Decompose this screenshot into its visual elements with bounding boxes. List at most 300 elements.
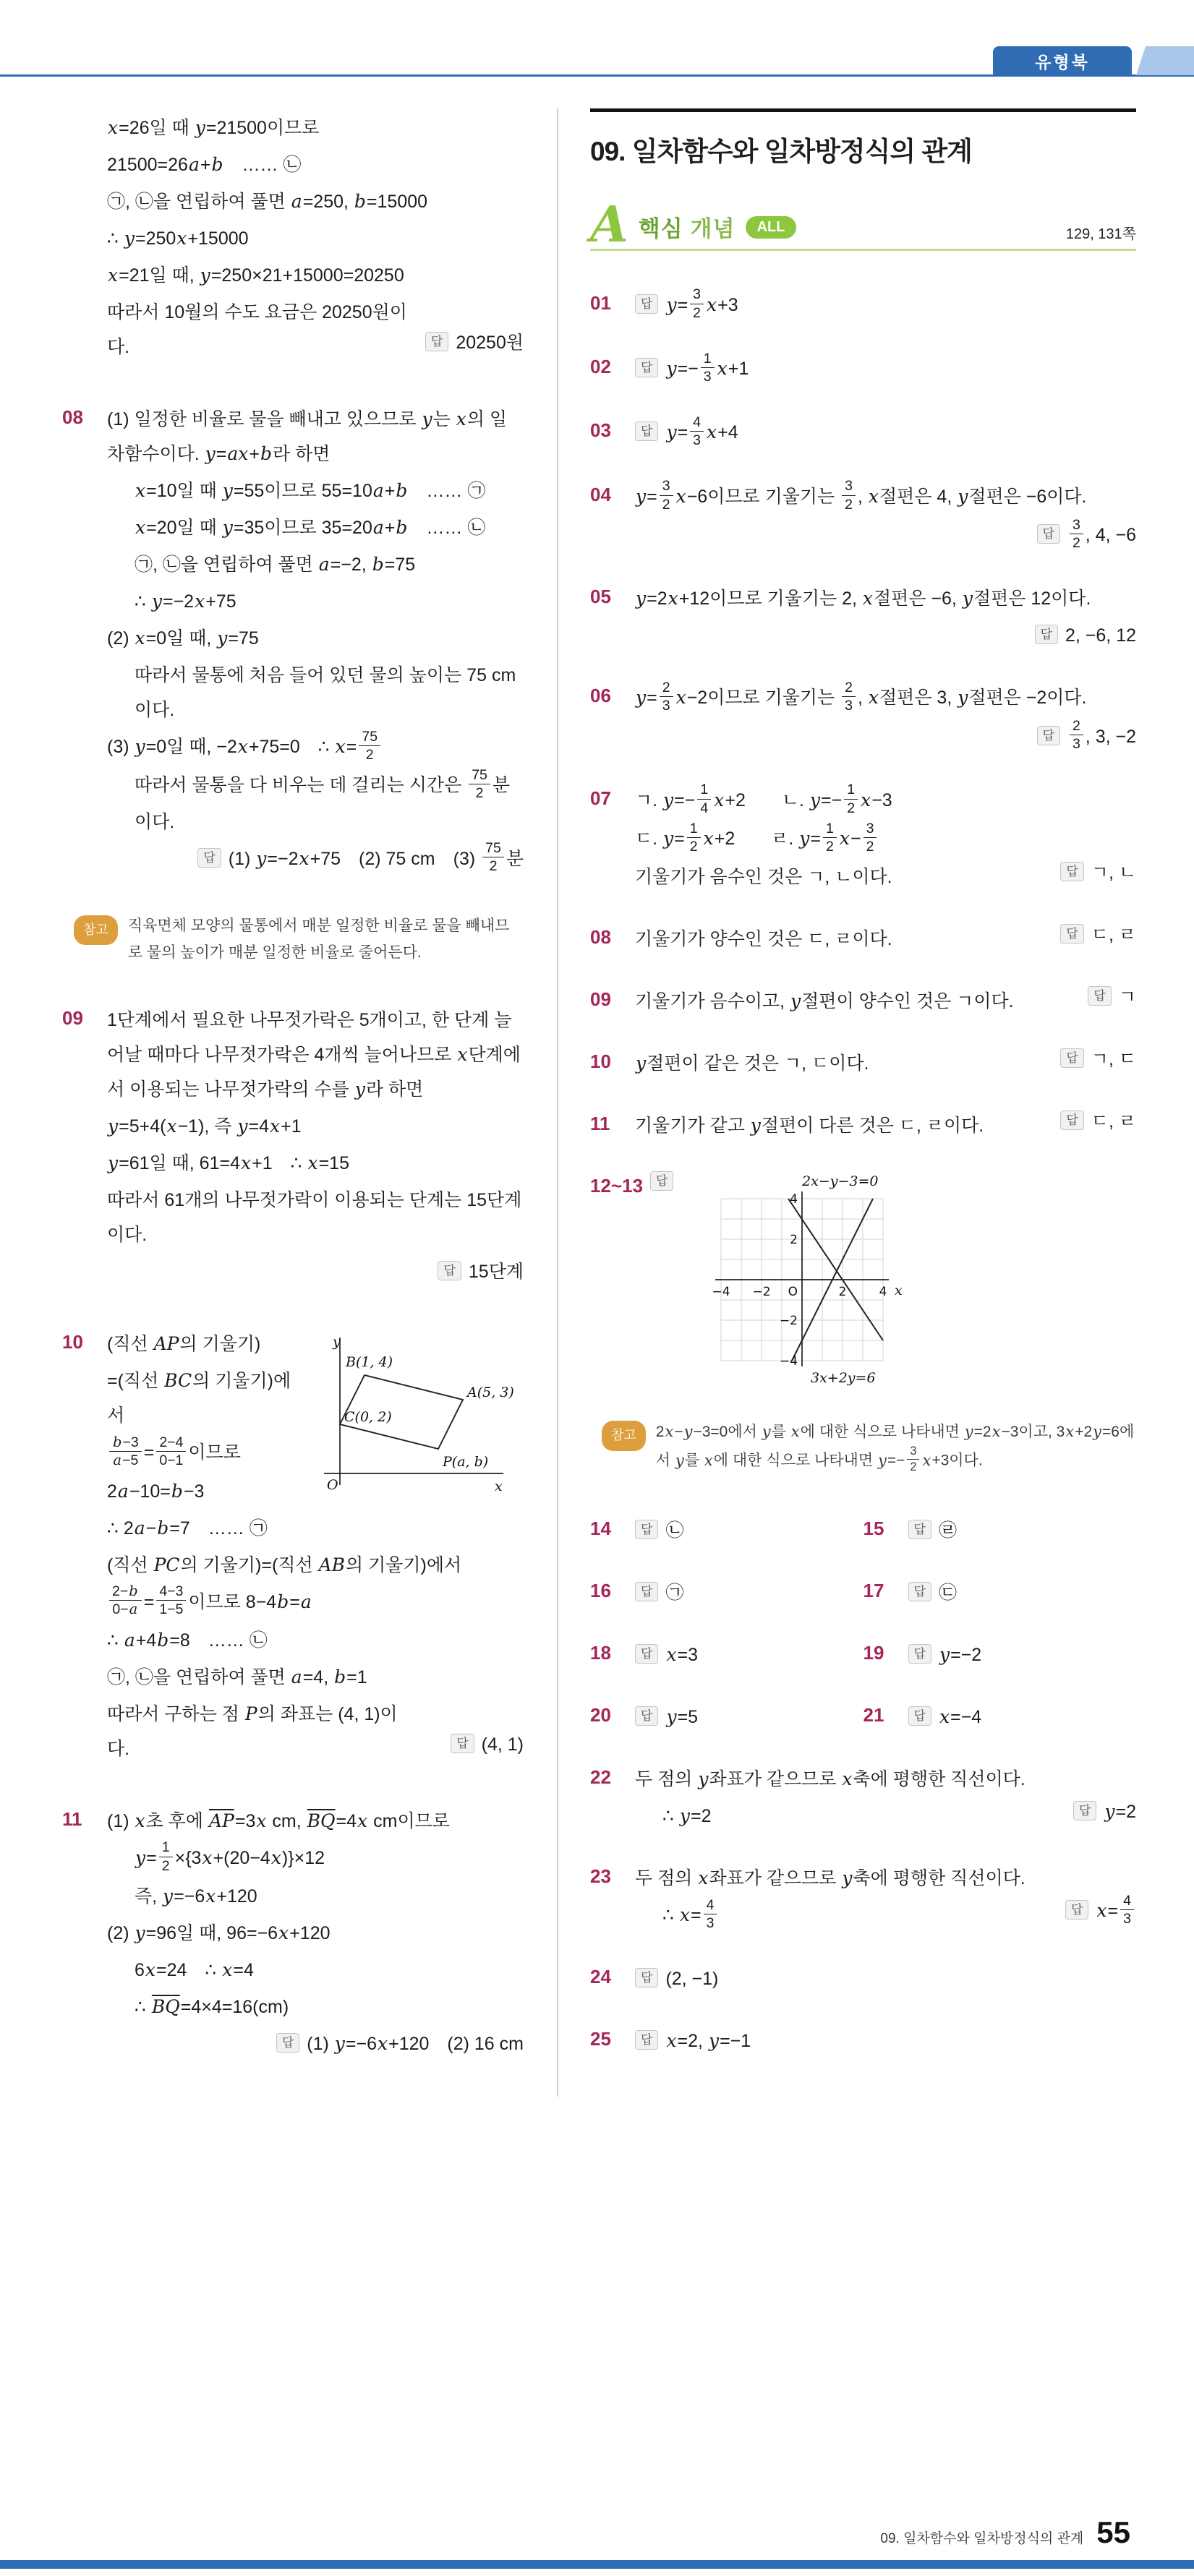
text-line	[635, 415, 1136, 451]
math-variable: x	[698, 1867, 709, 1889]
note-badge: 참고	[602, 1421, 646, 1451]
text-line	[635, 1799, 1136, 1833]
answer-body	[635, 286, 1136, 326]
answer-body	[908, 1511, 1137, 1550]
note-block	[602, 1418, 1136, 1476]
problem-number: 08	[590, 926, 611, 949]
fraction	[159, 1839, 173, 1875]
answer-text: x= $\frac{4}{3}$	[1096, 1901, 1136, 1921]
line-text: y= $\frac{3}{2}$ x−6이므로 기울기는 $\frac{3}{2}$ , x절편은 4, y절편은 −6이다.	[636, 478, 1087, 513]
edition-tab-label: 유형북	[1035, 52, 1090, 72]
math-variable: y	[799, 828, 810, 850]
fraction-numerator: 1	[823, 820, 837, 838]
text-line	[107, 184, 524, 219]
math-variable: y	[762, 1423, 771, 1441]
problem-number: 12~13	[590, 1175, 644, 1197]
problem-number: 14	[590, 1518, 611, 1540]
answer-item	[590, 678, 1136, 758]
math-variable: y	[636, 588, 647, 609]
math-variable: x	[861, 789, 871, 810]
problem-number: 24	[590, 1966, 611, 1988]
math-variable: AP	[153, 1333, 179, 1355]
solution-body	[107, 1802, 524, 2063]
line-text: y=−2	[939, 1644, 982, 1666]
text-line	[107, 1435, 524, 1471]
graph-x-axis-label: x	[495, 1479, 503, 1495]
math-variable: b	[211, 154, 223, 175]
fraction	[482, 839, 504, 876]
problem-number: 18	[590, 1642, 611, 1664]
text-line	[107, 842, 524, 878]
xtick-4: 4	[879, 1285, 887, 1300]
answer-item	[590, 1168, 1136, 1395]
line-text: (직선 AP의 기울기)	[107, 1333, 261, 1355]
fraction-numerator: 75	[482, 839, 504, 857]
math-variable: a	[134, 1517, 145, 1539]
concept-label-strong: 핵심	[638, 215, 683, 241]
text-line	[107, 768, 524, 839]
fraction-numerator: 1	[159, 1839, 173, 1857]
math-variable: y	[163, 1886, 174, 1907]
math-variable: y	[636, 1053, 647, 1074]
answer-body	[635, 1511, 863, 1550]
answer	[1035, 625, 1136, 646]
math-variable: x	[675, 687, 686, 709]
answer-text: ㄱ	[1118, 987, 1136, 1008]
text-line	[908, 1575, 1137, 1610]
math-variable: x	[256, 1810, 267, 1831]
solution-block	[62, 1802, 524, 2063]
line-text: ㉠, ㉡을 연립하여 풀면 a=250, b=15000	[107, 191, 428, 212]
fraction-denominator: 2	[693, 304, 702, 321]
fraction-denominator: 2	[845, 496, 853, 513]
line-text: ∴ x= $\frac{4}{3}$	[662, 1905, 719, 1925]
answer	[1065, 1894, 1136, 1930]
problem-number: 07	[590, 787, 611, 809]
math-variable: x	[992, 1423, 1001, 1441]
answer-badge: 답	[635, 358, 658, 377]
text-line	[635, 1513, 863, 1548]
answer-item	[590, 477, 1136, 557]
graph-origin-label: O	[327, 1477, 338, 1494]
line-text: x=2, y=−1	[666, 2030, 751, 2052]
math-variable: x	[668, 588, 678, 609]
answer-badge: 답	[635, 1706, 658, 1726]
math-variable: y	[958, 485, 968, 507]
answer-badge: 답	[1060, 862, 1083, 881]
math-variable: a	[188, 154, 200, 175]
line-text: 2a−10=b−3	[107, 1480, 205, 1502]
math-variable: y	[636, 485, 647, 507]
fraction-denominator: 2	[475, 785, 484, 802]
math-variable: x	[205, 1886, 216, 1907]
edition-tab	[993, 46, 1132, 75]
math-variable: AB	[318, 1554, 346, 1575]
fraction-denominator: 2	[489, 858, 498, 875]
answer-body	[908, 1635, 1137, 1674]
line-text: (2) y=96일 때, 96=−6x+120	[107, 1922, 331, 1944]
xtick-neg4: −4	[712, 1285, 730, 1300]
text-line	[635, 351, 1136, 388]
answer-text: ㄱ, ㄷ	[1091, 1049, 1136, 1070]
answer-item	[590, 1106, 1136, 1145]
solution-body	[107, 1001, 524, 1291]
fraction-numerator: 2−4	[156, 1434, 186, 1452]
answer-text: ㄷ, ㄹ	[1091, 1111, 1136, 1132]
bottom-bar	[0, 2560, 1194, 2569]
line-text: ㉡	[665, 1520, 684, 1541]
line-text: 기울기가 음수인 것은 ㄱ, ㄴ이다.	[635, 867, 892, 888]
math-variable: b	[129, 1583, 138, 1600]
math-variable: PC	[153, 1554, 180, 1575]
math-variable: y	[964, 1423, 973, 1441]
fraction-numerator: b−3	[109, 1434, 142, 1452]
point-c-label: C(0, 2)	[344, 1409, 392, 1426]
answer-badge: 답	[1060, 924, 1083, 943]
answer-item	[590, 2021, 1136, 2061]
problem-number: 15	[863, 1518, 884, 1540]
math-variable: y	[679, 1805, 690, 1827]
answer	[1073, 1794, 1136, 1829]
line-text: $\frac{b-3}{a-5}$ = $\frac{2-4}{0-1}$ 이므로	[107, 1442, 241, 1463]
math-variable: x	[922, 1451, 931, 1469]
line-text: y= $\frac{1}{2}$ ×{3x+(20−4x)}×12	[135, 1839, 325, 1874]
text-line	[635, 719, 1136, 756]
answer-item	[590, 920, 1136, 959]
fraction	[704, 1896, 717, 1933]
text-line	[635, 1575, 863, 1610]
line-text: 따라서 10월의 수도 요금은 20250원이다.	[107, 302, 407, 357]
text-line	[107, 1623, 524, 1658]
text-line	[107, 1841, 524, 1877]
answer-badge: 답	[1065, 1900, 1088, 1920]
math-variable: x	[195, 591, 205, 612]
text-line	[635, 1762, 1136, 1797]
text-line	[107, 2027, 524, 2061]
math-variable: x	[868, 485, 879, 507]
line-text: ㉠	[665, 1583, 684, 1604]
xtick-2: 2	[839, 1285, 847, 1300]
math-variable: x	[707, 422, 717, 443]
fraction	[690, 414, 704, 450]
answer-body	[635, 1698, 863, 1737]
text-line	[107, 1254, 524, 1289]
fraction	[701, 350, 715, 386]
answer-badge: 답	[908, 1582, 931, 1601]
line-text: x=3	[666, 1644, 699, 1666]
fraction-denominator: 3	[693, 432, 702, 449]
math-variable: x	[237, 736, 248, 757]
fraction-numerator: 2	[1070, 717, 1083, 735]
math-variable: y	[222, 480, 233, 501]
math-variable: x	[270, 1116, 281, 1137]
ytick-2: 2	[790, 1233, 798, 1248]
fraction-denominator: 4	[700, 800, 709, 816]
math-variable: x	[108, 117, 119, 138]
math-variable: x	[240, 1152, 252, 1174]
math-variable: x	[377, 2033, 388, 2055]
line-text: 따라서 물통에 처음 들어 있던 물의 높이는 75 cm이다.	[135, 665, 516, 720]
text-line	[107, 1660, 524, 1695]
math-variable: y	[422, 408, 432, 429]
problem-number: 19	[863, 1642, 884, 1664]
fraction-numerator: 2−b	[109, 1583, 142, 1601]
fraction	[842, 477, 856, 513]
line-text: 따라서 물통을 다 비우는 데 걸리는 시간은 $\frac{75}{2}$ 분이다.	[135, 766, 511, 832]
math-variable: x	[457, 1044, 468, 1066]
problem-number: 16	[590, 1580, 611, 1602]
text-line	[107, 1146, 524, 1181]
answer-body	[635, 982, 1136, 1021]
line-text: ㉣	[938, 1520, 957, 1541]
answer-body	[635, 1859, 1136, 1936]
fraction-denominator: 2	[365, 746, 374, 763]
math-variable: y	[666, 294, 677, 315]
line-text: y=− $\frac{1}{3}$ x+1	[666, 350, 749, 385]
text-line	[635, 860, 1136, 894]
math-variable: a	[129, 1601, 138, 1618]
problem-number: 08	[62, 406, 83, 428]
answer	[438, 1262, 524, 1282]
line-text: ∴ 2a−b=7 …… ㉠	[107, 1517, 268, 1539]
problem-number	[62, 108, 100, 367]
answer-item	[590, 1635, 863, 1674]
fraction-numerator: 3	[660, 477, 673, 495]
line-text: =(직선 BC의 기울기)에서	[107, 1370, 291, 1426]
text-line	[908, 1513, 1137, 1548]
text-line	[635, 821, 1136, 857]
right-column	[558, 108, 1194, 2097]
math-variable: b	[171, 1480, 183, 1502]
math-variable: $\overline{BQ}$	[151, 1996, 180, 2018]
fraction	[1120, 1892, 1134, 1928]
math-variable: x	[703, 828, 714, 850]
answer-badge: 답	[908, 1706, 931, 1726]
line-text: 따라서 61개의 나무젓가락이 이용되는 단계는 15단계이다.	[107, 1190, 522, 1246]
solution-block	[62, 400, 524, 880]
answer-pair-row	[590, 1698, 1136, 1737]
answer-badge: 답	[908, 1644, 931, 1664]
line-text: y절편이 같은 것은 ㄱ, ㄷ이다.	[636, 1053, 869, 1074]
text-line	[107, 474, 524, 508]
equation-top-label: 2x−y−3=0	[802, 1173, 879, 1190]
answer-badge: 답	[635, 1644, 658, 1664]
answer-item	[863, 1511, 1137, 1550]
math-variable: a	[113, 1452, 122, 1469]
math-variable: b	[277, 1591, 289, 1612]
line-text: ∴ y=250x+15000	[107, 228, 249, 249]
math-variable: x	[357, 1810, 368, 1831]
text-line	[635, 680, 1136, 716]
line-text: (1) 일정한 비율로 물을 빼내고 있으므로 y는 x의 일차함수이다. y=ax+b라 하면	[107, 408, 508, 464]
note-text: 2x−y−3=0에서 y를 x에 대한 식으로 나타내면 y=2x−3이고, 3x+2y=6에서 y를 x에 대한 식으로 나타내면 y=− $\frac{3}{2}$ x+3이다.	[655, 1423, 1135, 1473]
math-variable: b	[157, 1629, 169, 1651]
text-line	[107, 1511, 524, 1546]
fraction-denominator: 2	[910, 1460, 917, 1473]
line-text: y= $\frac{2}{3}$ x−2이므로 기울기는 $\frac{2}{3}$ , x절편은 3, y절편은 −2이다.	[636, 679, 1087, 714]
math-variable: x	[839, 828, 850, 850]
problem-number: 11	[62, 1807, 82, 1830]
math-variable: x	[679, 1904, 690, 1926]
fraction-numerator: 75	[359, 728, 380, 746]
fraction-numerator: 2	[842, 679, 856, 697]
fraction-numerator: 75	[469, 766, 490, 784]
math-variable: P	[244, 1703, 257, 1724]
math-variable: y	[698, 1768, 709, 1790]
math-variable: y	[1104, 1801, 1115, 1823]
answer-badge: 답	[197, 848, 221, 868]
text-line	[635, 1861, 1136, 1896]
math-variable: a	[124, 1629, 135, 1651]
fraction-numerator: 3	[690, 286, 704, 304]
concept-page-ref: 129, 131쪽	[1065, 226, 1136, 242]
text-line	[107, 510, 524, 545]
math-variable: y	[354, 1079, 365, 1100]
text-line	[635, 618, 1136, 653]
text-line	[107, 1364, 524, 1433]
answer-list	[590, 286, 1136, 2061]
math-variable: x	[717, 358, 728, 380]
text-line	[107, 1548, 524, 1583]
text-line	[635, 1700, 863, 1734]
answer-badge: 답	[1088, 986, 1111, 1006]
math-variable: x	[456, 408, 466, 429]
math-variable: y	[663, 789, 674, 810]
text-line	[107, 547, 524, 582]
concept-logo: A	[590, 196, 628, 254]
answer-text: y=2	[1104, 1801, 1136, 1823]
math-variable: x	[135, 628, 145, 649]
answer	[197, 840, 524, 875]
answer-badge: 답	[635, 294, 658, 314]
math-variable: b	[113, 1433, 122, 1450]
line-text: 즉, y=−6x+120	[135, 1886, 257, 1907]
math-variable: x	[176, 228, 187, 249]
line-text: 기울기가 음수이고, y절편이 양수인 것은 ㄱ이다.	[635, 990, 1014, 1012]
fraction-numerator: 3	[863, 820, 877, 838]
math-variable: y	[237, 1116, 248, 1137]
problem-number: 23	[590, 1865, 611, 1888]
math-variable: $\overline{BQ}$	[307, 1810, 336, 1831]
fraction-denominator: 2	[161, 1857, 170, 1874]
origin-label: O	[788, 1285, 798, 1300]
line-text: ㄱ. y=− $\frac{1}{4}$ x+2 ㄴ. y=− $\frac{1}{2}$ x−3	[635, 782, 892, 816]
text-line	[635, 2024, 1136, 2058]
answer-item	[590, 1760, 1136, 1836]
line-text: ∴ y=2	[662, 1805, 712, 1827]
fraction-denominator: 2	[866, 838, 874, 855]
answer-item	[590, 781, 1136, 897]
math-variable: x	[108, 265, 119, 286]
answer12-13-graph	[694, 1171, 915, 1388]
math-variable: y	[151, 591, 162, 612]
left-column	[0, 108, 558, 2097]
text-line	[107, 1585, 524, 1621]
math-variable: b	[372, 554, 384, 575]
fraction	[109, 1434, 142, 1470]
math-variable: x	[145, 1959, 156, 1981]
line-text: x=−4	[939, 1706, 982, 1728]
concept-label-light: 개념	[690, 215, 735, 241]
fraction	[697, 781, 711, 817]
overline-segment	[307, 1811, 336, 1831]
graph-x-axis-label: x	[895, 1283, 903, 1299]
math-variable: y	[124, 228, 135, 249]
text-line	[908, 1700, 1137, 1734]
text-line	[107, 658, 524, 727]
line-text: 6x=24 ∴ x=4	[135, 1959, 254, 1981]
math-variable: y	[256, 847, 267, 869]
fraction-numerator: 4	[704, 1896, 717, 1914]
math-variable: y	[666, 358, 677, 380]
problem-number: 09	[62, 1007, 83, 1030]
fraction-numerator: 4	[690, 414, 704, 432]
note-block	[74, 913, 524, 967]
answer-item	[590, 579, 1136, 655]
solution-block	[62, 1325, 524, 1768]
footer	[880, 2515, 1130, 2550]
math-variable: y	[750, 1115, 761, 1137]
answer	[451, 1727, 524, 1762]
math-variable: x	[166, 1116, 177, 1137]
math-variable: y	[334, 2033, 345, 2055]
text-line	[107, 295, 524, 364]
solution-body	[107, 108, 524, 367]
fraction-numerator: 3	[1070, 516, 1083, 534]
math-variable: y	[135, 1922, 145, 1944]
answer-body	[635, 1635, 863, 1674]
fraction-numerator: 1	[701, 350, 715, 368]
answer-badge: 답	[1035, 625, 1058, 644]
ytick-4: 4	[790, 1192, 798, 1207]
answer-badge: 답	[650, 1171, 673, 1191]
fraction-denominator: 0−1	[159, 1452, 184, 1469]
text-line	[635, 479, 1136, 515]
line-text: x=20일 때 y=35이므로 35=20a+b …… ㉡	[135, 517, 486, 538]
fraction-denominator: 3	[703, 369, 712, 385]
math-variable: y	[962, 588, 973, 609]
answer-badge: 답	[451, 1734, 474, 1753]
overline-segment	[151, 1997, 181, 2017]
problem-number: 20	[590, 1704, 611, 1726]
math-variable: y	[135, 736, 145, 757]
answer-badge: 답	[1037, 524, 1060, 544]
math-variable: x	[278, 1922, 289, 1944]
answer-item	[590, 1044, 1136, 1083]
answer-body	[635, 2021, 1136, 2061]
solution-body	[107, 1325, 524, 1768]
text-line	[635, 922, 1136, 957]
answer-pair-row	[590, 1635, 1136, 1674]
answer-body	[635, 1573, 863, 1612]
math-variable: y	[708, 2030, 720, 2052]
text-line	[107, 1879, 524, 1914]
fraction-numerator: 1	[844, 781, 858, 799]
ytick-neg2: −2	[780, 1314, 798, 1329]
text-line	[635, 1638, 863, 1672]
text-line	[107, 1003, 524, 1107]
answer-text: $\frac{3}{2}$ , 4, −6	[1067, 525, 1136, 545]
problem-number: 09	[590, 988, 611, 1011]
math-variable: x	[202, 1847, 213, 1868]
answer-body	[635, 349, 1136, 390]
problem-number: 05	[590, 586, 611, 608]
text-line	[635, 783, 1136, 819]
math-variable: $\overline{AP}$	[208, 1810, 234, 1831]
problem-number: 02	[590, 356, 611, 378]
line-text: $\frac{2-b}{0-a}$ = $\frac{4-3}{1-5}$ 이므로 8−4b=a	[107, 1592, 312, 1612]
line-text: ∴ y=−2x+75	[135, 591, 236, 612]
